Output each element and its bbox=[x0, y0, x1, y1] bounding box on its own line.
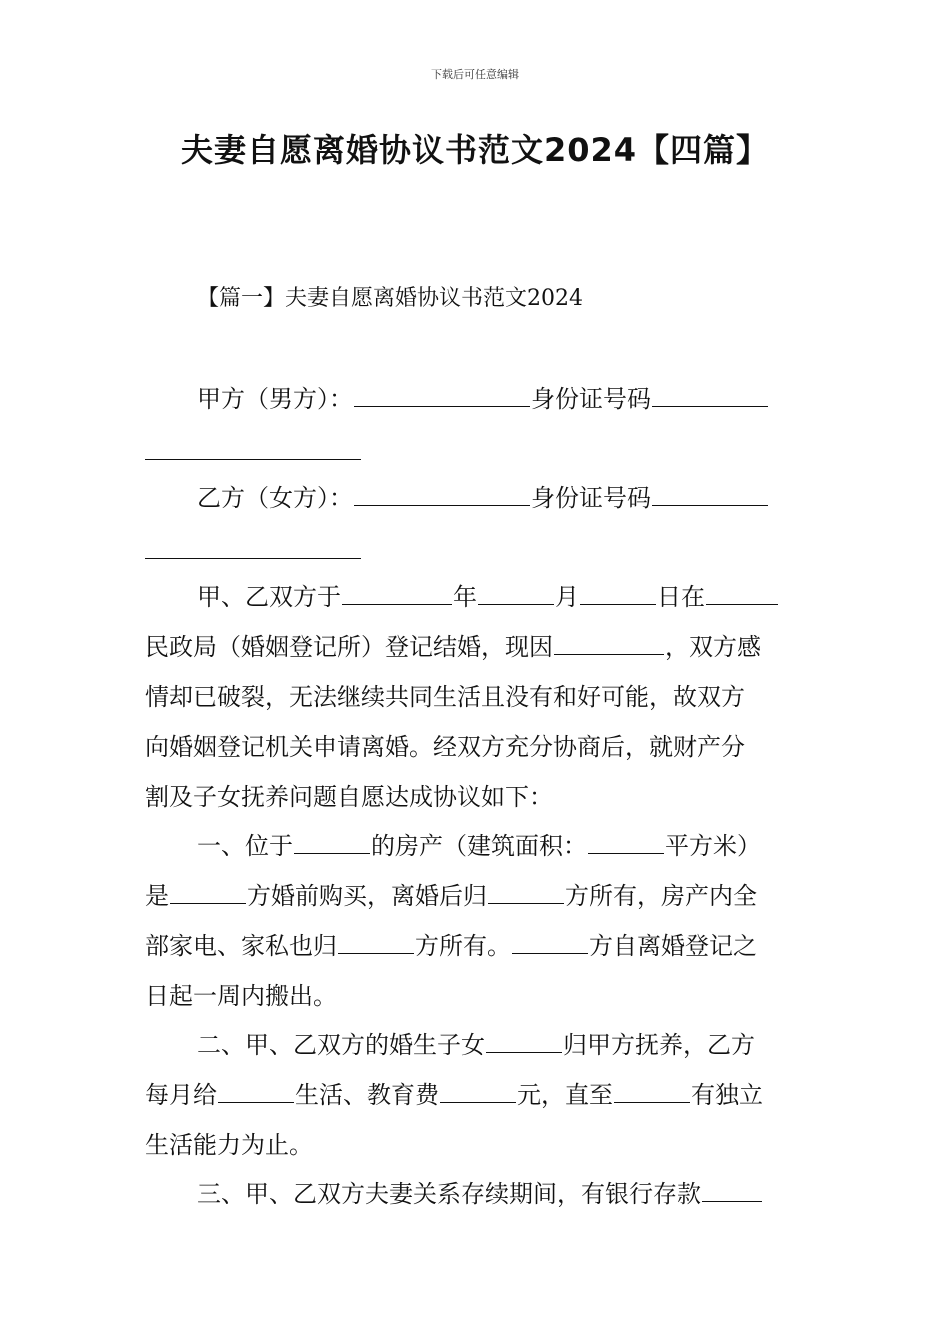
party-b-id-label: 身份证号码 bbox=[531, 484, 651, 512]
clause-text: 方自离婚登记之 bbox=[589, 932, 757, 960]
intro-text: 甲、乙双方于 bbox=[197, 583, 341, 611]
marriage-month-blank[interactable] bbox=[478, 580, 554, 605]
party-a-name-blank[interactable] bbox=[354, 382, 530, 407]
reason-blank[interactable] bbox=[554, 630, 664, 655]
intro-text: ，双方感 bbox=[665, 633, 761, 661]
clause-text: 三、甲、乙双方夫妻关系存续期间，有银行存款 bbox=[197, 1180, 701, 1208]
intro-line-4: 向婚姻登记机关申请离婚。经双方充分协商后，就财产分 bbox=[145, 733, 745, 761]
support-amount-blank[interactable] bbox=[440, 1078, 516, 1103]
intro-line-2 bbox=[145, 629, 807, 665]
marriage-year-blank[interactable] bbox=[342, 580, 452, 605]
clause-text: 二、甲、乙双方的婚生子女 bbox=[197, 1031, 485, 1059]
party-a-id-label: 身份证号码 bbox=[531, 385, 651, 413]
purchaser-blank[interactable] bbox=[170, 879, 246, 904]
support-recipient-blank[interactable] bbox=[218, 1078, 294, 1103]
clause-text: 生活、教育费 bbox=[295, 1081, 439, 1109]
year-label: 年 bbox=[453, 583, 477, 611]
clause-text: 的房产（建筑面积： bbox=[371, 832, 587, 860]
clause2-line-3: 生活能力为止。 bbox=[145, 1131, 313, 1159]
clause-text: 平方米） bbox=[665, 832, 761, 860]
marriage-day-blank[interactable] bbox=[580, 580, 656, 605]
party-b-label: 乙方（女方）： bbox=[197, 484, 353, 512]
party-b-id-blank[interactable] bbox=[652, 481, 768, 506]
clause2-line-1 bbox=[197, 1027, 807, 1063]
intro-line-5: 割及子女抚养问题自愿达成协议如下： bbox=[145, 783, 553, 811]
party-b-line bbox=[197, 480, 807, 516]
clause1-line-1 bbox=[197, 828, 807, 864]
party-b-name-blank[interactable] bbox=[354, 481, 530, 506]
clause1-line-4: 日起一周内搬出。 bbox=[145, 982, 337, 1010]
clause-text: 有独立 bbox=[691, 1081, 763, 1109]
moving-party-blank[interactable] bbox=[512, 929, 588, 954]
party-a-id-blank-continued[interactable] bbox=[145, 459, 361, 460]
independence-party-blank[interactable] bbox=[614, 1078, 690, 1103]
bank-deposit-blank[interactable] bbox=[702, 1177, 762, 1202]
party-a-id-blank[interactable] bbox=[652, 382, 768, 407]
property-area-blank[interactable] bbox=[588, 829, 664, 854]
clause-text: 每月给 bbox=[145, 1081, 217, 1109]
clause-text: 方婚前购买，离婚后归 bbox=[247, 882, 487, 910]
furniture-owner-blank[interactable] bbox=[338, 929, 414, 954]
clause1-line-3 bbox=[145, 928, 807, 964]
document-title: 夫妻自愿离婚协议书范文2024【四篇】 bbox=[180, 131, 770, 169]
header-note: 下载后可任意编辑 bbox=[431, 68, 519, 81]
party-a-label: 甲方（男方）： bbox=[197, 385, 353, 413]
property-location-blank[interactable] bbox=[294, 829, 370, 854]
clause-text: 部家电、家私也归 bbox=[145, 932, 337, 960]
section-heading: 【篇一】夫妻自愿离婚协议书范文2024 bbox=[197, 286, 583, 311]
clause3-line-1 bbox=[197, 1176, 807, 1212]
clause-text: 元，直至 bbox=[517, 1081, 613, 1109]
clause-text: 归甲方抚养，乙方 bbox=[563, 1031, 755, 1059]
registry-place-blank[interactable] bbox=[706, 580, 778, 605]
party-a-line bbox=[197, 381, 807, 417]
month-label: 月 bbox=[555, 583, 579, 611]
clause2-line-2 bbox=[145, 1077, 807, 1113]
day-label: 日在 bbox=[657, 583, 705, 611]
clause-text: 是 bbox=[145, 882, 169, 910]
clause-text: 方所有。 bbox=[415, 932, 511, 960]
clause-text: 一、位于 bbox=[197, 832, 293, 860]
owner-after-divorce-blank[interactable] bbox=[488, 879, 564, 904]
clause-text: 方所有，房产内全 bbox=[565, 882, 757, 910]
intro-line-3: 情却已破裂，无法继续共同生活且没有和好可能，故双方 bbox=[145, 683, 745, 711]
child-name-blank[interactable] bbox=[486, 1028, 562, 1053]
party-b-id-blank-continued[interactable] bbox=[145, 558, 361, 559]
clause1-line-2 bbox=[145, 878, 807, 914]
intro-text: 民政局（婚姻登记所）登记结婚，现因 bbox=[145, 633, 553, 661]
intro-line-1 bbox=[197, 579, 807, 615]
